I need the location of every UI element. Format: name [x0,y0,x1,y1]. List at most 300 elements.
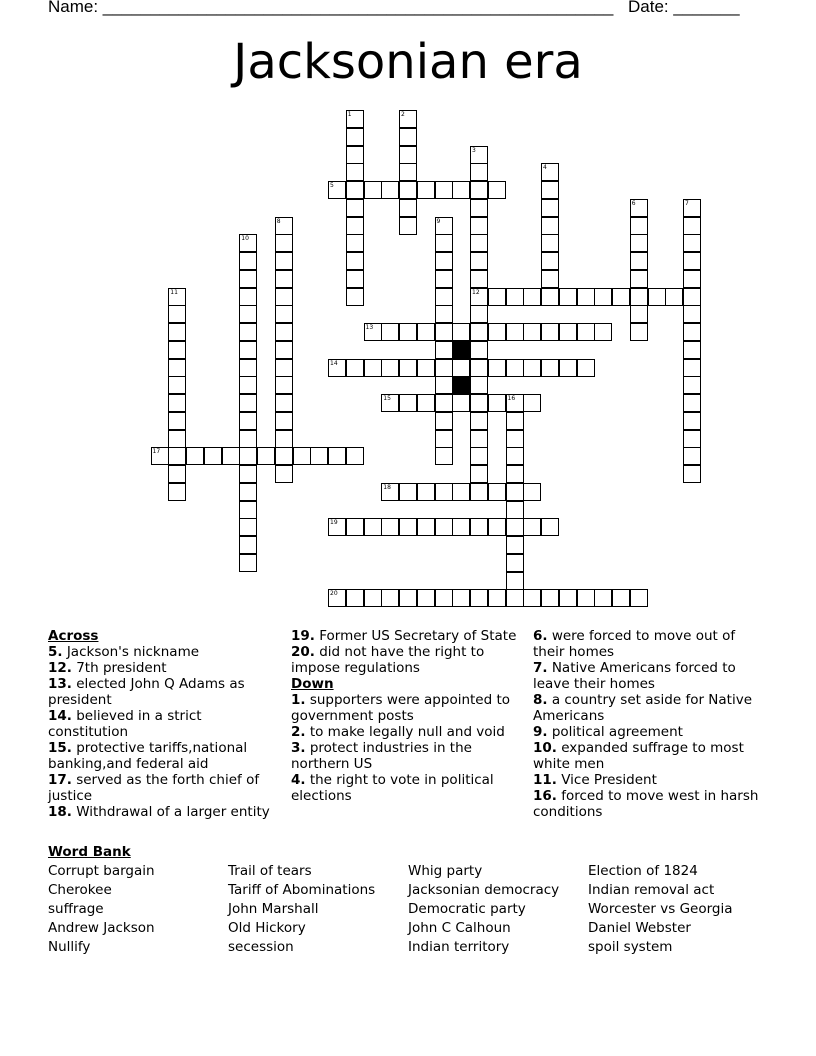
grid-cell[interactable] [275,412,293,430]
word-bank-item: John Marshall [228,901,319,917]
grid-cell[interactable] [541,288,559,306]
grid-cell[interactable] [399,181,417,199]
clue-number: 11 [170,288,178,296]
grid-cell[interactable] [541,252,559,270]
grid-cell[interactable] [630,270,648,288]
clue-across-15: 15. protective tariffs,national banking,and federal aid [48,740,248,772]
grid-cell[interactable] [506,394,524,412]
grid-cell[interactable] [239,501,257,519]
clues-column-1 [48,628,283,820]
grid-cell[interactable] [630,305,648,323]
grid-cell[interactable] [328,181,346,199]
grid-cell[interactable] [506,447,524,465]
grid-cell[interactable] [275,394,293,412]
grid-cell[interactable] [168,394,186,412]
grid-cell[interactable] [417,589,435,607]
grid-cell[interactable] [665,288,683,306]
grid-cell[interactable] [594,589,612,607]
grid-cell[interactable] [417,359,435,377]
grid-cell[interactable] [151,447,169,465]
grid-cell[interactable] [452,483,470,501]
grid-cell[interactable] [435,518,453,536]
grid-cell[interactable] [630,234,648,252]
grid-cell[interactable] [612,589,630,607]
grid-cell[interactable] [239,430,257,448]
grid-cell[interactable] [168,359,186,377]
grid-cell[interactable] [435,270,453,288]
grid-cell[interactable] [506,465,524,483]
grid-cell[interactable] [541,163,559,181]
grid-cell[interactable] [683,288,701,306]
grid-cell[interactable] [275,359,293,377]
grid-cell[interactable] [541,199,559,217]
grid-cell[interactable] [168,288,186,306]
grid-cell[interactable] [346,518,364,536]
grid-cell[interactable] [275,305,293,323]
grid-cell[interactable] [435,447,453,465]
clues-column-3 [533,628,768,820]
grid-cell[interactable] [488,518,506,536]
grid-cell[interactable] [523,394,541,412]
grid-cell[interactable] [630,199,648,217]
grid-cell[interactable] [541,217,559,235]
grid-cell[interactable] [488,323,506,341]
grid-cell[interactable] [399,128,417,146]
grid-cell[interactable] [328,359,346,377]
clue-down-16: 16. forced to move west in harsh conditions [533,788,759,820]
grid-cell[interactable] [239,483,257,501]
grid-cell[interactable] [435,323,453,341]
grid-cell[interactable] [470,323,488,341]
grid-cell[interactable] [275,465,293,483]
grid-cell[interactable] [435,341,453,359]
clue-number: 4 [543,164,547,172]
grid-cell[interactable] [523,483,541,501]
word-bank-item: Cherokee [48,882,112,898]
grid-cell[interactable] [541,518,559,536]
grid-cell[interactable] [168,412,186,430]
grid-cell[interactable] [648,288,666,306]
clue-across-14: 14. believed in a strict constitution [48,708,202,740]
grid-cell[interactable] [683,217,701,235]
grid-cell[interactable] [328,518,346,536]
grid-cell[interactable] [470,483,488,501]
grid-cell[interactable] [275,341,293,359]
word-bank-item: Old Hickory [228,920,306,936]
grid-cell[interactable] [168,376,186,394]
down-heading: Down [291,676,334,692]
across-heading: Across [48,628,99,644]
grid-cell[interactable] [559,589,577,607]
grid-cell[interactable] [683,465,701,483]
grid-cell[interactable] [470,359,488,377]
clue-number: 17 [152,448,161,456]
clue-down-8: 8. a country set aside for Native Americans [533,692,753,724]
grid-cell[interactable] [168,323,186,341]
grid-cell[interactable] [577,323,595,341]
grid-cell[interactable] [683,234,701,252]
grid-cell[interactable] [683,323,701,341]
grid-cell[interactable] [452,394,470,412]
date-field-label: Date: _______ [628,0,740,16]
clues-column-2 [291,628,526,804]
grid-cell[interactable] [399,483,417,501]
grid-cell[interactable] [435,430,453,448]
word-bank-column-2 [228,862,375,957]
grid-cell[interactable] [346,146,364,164]
clue-across-20: 20. did not have the right to impose regulations [291,644,485,676]
grid-cell[interactable] [506,518,524,536]
grid-cell[interactable] [346,163,364,181]
grid-cell[interactable] [470,447,488,465]
word-bank-item: suffrage [48,901,104,917]
grid-cell[interactable] [683,359,701,377]
grid-cell[interactable] [541,359,559,377]
grid-cell[interactable] [204,447,222,465]
grid-cell[interactable] [435,589,453,607]
grid-cell[interactable] [346,199,364,217]
grid-cell[interactable] [328,589,346,607]
grid-cell[interactable] [346,288,364,306]
grid-cell[interactable] [364,181,382,199]
grid-cell[interactable] [275,252,293,270]
clue-number: 3 [472,146,476,154]
word-bank-item: Indian territory [408,939,510,955]
grid-cell[interactable] [470,430,488,448]
grid-cell[interactable] [523,323,541,341]
grid-cell[interactable] [346,447,364,465]
grid-cell[interactable] [577,288,595,306]
grid-cell[interactable] [594,323,612,341]
grid-cell[interactable] [275,376,293,394]
clue-number: 14 [330,359,338,367]
grid-cell[interactable] [488,589,506,607]
grid-cell[interactable] [346,589,364,607]
clue-number: 15 [383,395,391,402]
grid-cell[interactable] [435,412,453,430]
grid-cell[interactable] [488,359,506,377]
grid-cell[interactable] [470,305,488,323]
grid-cell[interactable] [168,447,186,465]
grid-cell[interactable] [630,589,648,607]
grid-cell[interactable] [452,518,470,536]
grid-cell[interactable] [470,518,488,536]
grid-cell[interactable] [417,323,435,341]
grid-cell[interactable] [452,181,470,199]
grid-cell[interactable] [364,589,382,607]
grid-cell[interactable] [452,589,470,607]
word-bank-item: Democratic party [408,901,526,917]
grid-cell[interactable] [275,217,293,235]
grid-cell[interactable] [399,323,417,341]
clue-number: 16 [507,395,516,402]
grid-cell[interactable] [399,359,417,377]
clue-down-4: 4. the right to vote in political elections [291,772,494,804]
word-bank-heading: Word Bank [48,844,131,860]
grid-cell[interactable] [506,288,524,306]
grid-cell[interactable] [168,430,186,448]
grid-cell[interactable] [435,376,453,394]
grid-cell[interactable] [399,217,417,235]
grid-cell[interactable] [417,394,435,412]
grid-cell[interactable] [683,447,701,465]
grid-cell[interactable] [470,465,488,483]
grid-cell[interactable] [275,430,293,448]
grid-cell[interactable] [239,447,257,465]
grid-cell[interactable] [683,394,701,412]
grid-cell[interactable] [577,359,595,377]
grid-cell[interactable] [239,554,257,572]
grid-cell[interactable] [239,376,257,394]
word-bank-item: John C Calhoun [408,920,511,936]
grid-cell[interactable] [239,394,257,412]
grid-cell[interactable] [275,234,293,252]
grid-cell[interactable] [452,323,470,341]
grid-cell[interactable] [346,217,364,235]
grid-cell[interactable] [239,323,257,341]
grid-cell[interactable] [506,536,524,554]
clue-number: 19 [330,519,338,527]
grid-cell[interactable] [239,288,257,306]
grid-cell[interactable] [577,589,595,607]
clue-down-9: 9. political agreement [533,724,683,740]
grid-cell[interactable] [275,288,293,306]
grid-cell[interactable] [168,483,186,501]
word-bank-item: secession [228,939,294,955]
clue-across-13: 13. elected John Q Adams as president [48,676,245,708]
grid-cell[interactable] [506,430,524,448]
clue-down-1: 1. supporters were appointed to government posts [291,692,511,724]
black-cell [452,341,470,359]
grid-cell[interactable] [506,412,524,430]
grid-cell[interactable] [506,554,524,572]
word-bank-item: Indian removal act [588,882,715,898]
grid-cell[interactable] [399,199,417,217]
grid-cell[interactable] [470,270,488,288]
grid-cell[interactable] [594,288,612,306]
word-bank-item: Daniel Webster [588,920,691,936]
grid-cell[interactable] [630,323,648,341]
grid-cell[interactable] [239,412,257,430]
grid-cell[interactable] [346,270,364,288]
clue-number: 8 [276,217,281,225]
grid-cell[interactable] [435,359,453,377]
grid-cell[interactable] [168,305,186,323]
grid-cell[interactable] [364,323,382,341]
grid-cell[interactable] [541,181,559,199]
grid-cell[interactable] [523,288,541,306]
grid-cell[interactable] [399,518,417,536]
clue-number: 12 [472,288,480,296]
grid-cell[interactable] [452,359,470,377]
grid-cell[interactable] [346,181,364,199]
grid-cell[interactable] [470,288,488,306]
word-bank-item: Nullify [48,939,91,955]
clue-number: 10 [241,235,249,243]
grid-cell[interactable] [541,234,559,252]
grid-cell[interactable] [506,359,524,377]
grid-cell[interactable] [381,394,399,412]
word-bank-item: Jacksonian democracy [408,882,560,898]
clue-number: 5 [330,182,334,189]
grid-cell[interactable] [275,323,293,341]
grid-cell[interactable] [435,181,453,199]
grid-cell[interactable] [168,341,186,359]
grid-cell[interactable] [239,518,257,536]
grid-cell[interactable] [470,394,488,412]
grid-cell[interactable] [275,270,293,288]
grid-cell[interactable] [470,252,488,270]
word-bank-column-3 [408,862,559,957]
grid-cell[interactable] [346,110,364,128]
clue-number: 1 [347,111,352,118]
grid-cell[interactable] [470,412,488,430]
clue-down-11: 11. Vice President [533,772,657,788]
grid-cell[interactable] [488,181,506,199]
grid-cell[interactable] [346,359,364,377]
grid-cell[interactable] [683,341,701,359]
grid-cell[interactable] [470,146,488,164]
word-bank-item: Andrew Jackson [48,920,155,936]
grid-cell[interactable] [239,252,257,270]
grid-cell[interactable] [417,483,435,501]
grid-cell[interactable] [435,483,453,501]
grid-cell[interactable] [310,447,328,465]
grid-cell[interactable] [470,341,488,359]
grid-cell[interactable] [683,376,701,394]
grid-cell[interactable] [488,394,506,412]
grid-cell[interactable] [381,518,399,536]
grid-cell[interactable] [168,465,186,483]
clue-down-6: 6. were forced to move out of their homes [533,628,736,660]
grid-cell[interactable] [470,376,488,394]
grid-cell[interactable] [381,589,399,607]
grid-cell[interactable] [399,163,417,181]
grid-cell[interactable] [222,447,240,465]
grid-cell[interactable] [523,359,541,377]
grid-cell[interactable] [683,412,701,430]
word-bank-item: Worcester vs Georgia [588,901,733,917]
grid-cell[interactable] [470,589,488,607]
clue-down-3: 3. protect industries in the northern US [291,740,472,772]
grid-cell[interactable] [470,217,488,235]
grid-cell[interactable] [239,305,257,323]
word-bank-item: Corrupt bargain [48,863,155,879]
grid-cell[interactable] [381,359,399,377]
grid-cell[interactable] [683,305,701,323]
grid-cell[interactable] [470,163,488,181]
grid-cell[interactable] [470,181,488,199]
word-bank-item: Tariff of Abominations [228,882,376,898]
grid-cell[interactable] [470,199,488,217]
grid-cell[interactable] [239,536,257,554]
clue-down-2: 2. to make legally null and void [291,724,505,740]
grid-cell[interactable] [346,252,364,270]
grid-cell[interactable] [506,589,524,607]
grid-cell[interactable] [683,252,701,270]
clue-across-5: 5. Jackson's nickname [48,644,200,660]
grid-cell[interactable] [364,518,382,536]
grid-cell[interactable] [506,483,524,501]
grid-cell[interactable] [683,430,701,448]
grid-cell[interactable] [435,394,453,412]
grid-cell[interactable] [257,447,275,465]
grid-cell[interactable] [506,323,524,341]
grid-cell[interactable] [364,359,382,377]
grid-cell[interactable] [293,447,311,465]
clue-down-7: 7. Native Americans forced to leave their homes [533,660,736,692]
grid-cell[interactable] [435,305,453,323]
word-bank-column-4 [588,862,733,957]
grid-cell[interactable] [683,270,701,288]
grid-cell[interactable] [523,589,541,607]
grid-cell[interactable] [186,447,204,465]
grid-cell[interactable] [239,341,257,359]
grid-cell[interactable] [506,572,524,590]
grid-cell[interactable] [381,181,399,199]
grid-cell[interactable] [239,359,257,377]
grid-cell[interactable] [506,501,524,519]
grid-cell[interactable] [239,465,257,483]
grid-cell[interactable] [630,217,648,235]
clue-number: 7 [685,199,689,207]
grid-cell[interactable] [346,128,364,146]
clue-number: 20 [330,590,338,598]
grid-cell[interactable] [559,359,577,377]
grid-cell[interactable] [399,589,417,607]
clue-across-18: 18. Withdrawal of a larger entity [48,804,270,820]
word-bank-item: spoil system [588,939,673,955]
grid-cell[interactable] [399,146,417,164]
black-cell [452,376,470,394]
grid-cell[interactable] [399,394,417,412]
clue-number: 6 [631,199,636,207]
grid-cell[interactable] [630,252,648,270]
grid-cell[interactable] [239,270,257,288]
grid-cell[interactable] [470,234,488,252]
grid-cell[interactable] [417,518,435,536]
grid-cell[interactable] [381,483,399,501]
grid-cell[interactable] [541,323,559,341]
clue-across-17: 17. served as the forth chief of justice [48,772,260,804]
grid-cell[interactable] [630,288,648,306]
grid-cell[interactable] [541,589,559,607]
grid-cell[interactable] [435,217,453,235]
grid-cell[interactable] [435,234,453,252]
grid-cell[interactable] [417,181,435,199]
word-bank-item: Trail of tears [228,863,312,879]
grid-cell[interactable] [683,199,701,217]
grid-cell[interactable] [559,323,577,341]
clue-number: 9 [436,217,441,225]
grid-cell[interactable] [488,483,506,501]
grid-cell[interactable] [435,252,453,270]
grid-cell[interactable] [488,288,506,306]
grid-cell[interactable] [346,234,364,252]
grid-cell[interactable] [435,288,453,306]
grid-cell[interactable] [328,447,346,465]
grid-cell[interactable] [559,288,577,306]
grid-cell[interactable] [523,518,541,536]
grid-cell[interactable] [275,447,293,465]
grid-cell[interactable] [612,288,630,306]
word-bank-item: Election of 1824 [588,863,698,879]
grid-cell[interactable] [381,323,399,341]
name-field-label: Name: ______________________________________________________ [48,0,614,16]
grid-cell[interactable] [541,270,559,288]
grid-cell[interactable] [239,234,257,252]
grid-cell[interactable] [399,110,417,128]
